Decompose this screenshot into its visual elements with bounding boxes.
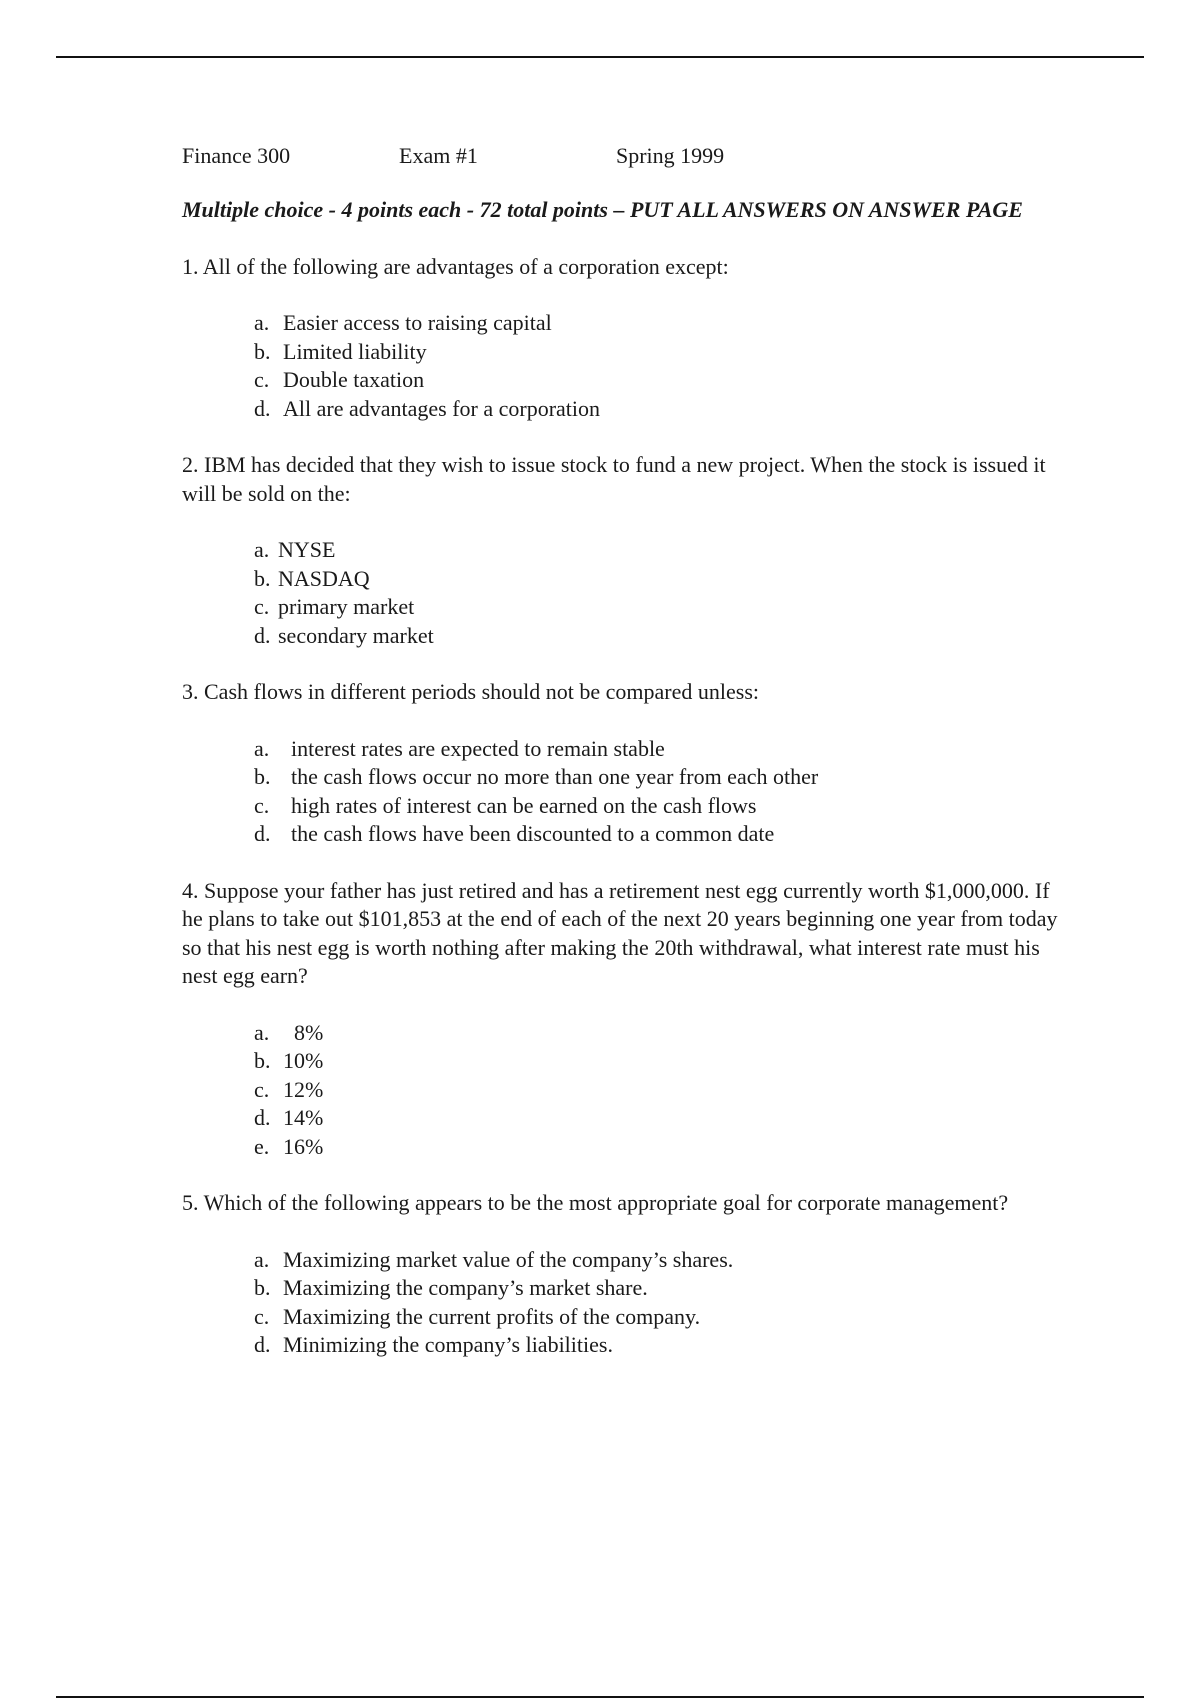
option-a bbox=[254, 1019, 1062, 1048]
option-d bbox=[254, 820, 1062, 849]
option-d bbox=[254, 1104, 1062, 1133]
option-d bbox=[254, 1331, 1062, 1360]
option-letter: a. bbox=[254, 735, 270, 761]
option-c bbox=[254, 792, 1062, 821]
option-text: the cash flows occur no more than one year from each other bbox=[291, 764, 819, 789]
option-b bbox=[254, 338, 1062, 367]
option-b bbox=[254, 565, 1062, 594]
option-a bbox=[254, 735, 1062, 764]
exam-number: Exam #1 bbox=[399, 143, 478, 168]
option-d bbox=[254, 622, 1062, 651]
question-text: 1. All of the following are advantages of a corporation except: bbox=[182, 253, 729, 279]
question-text: 2. IBM has decided that they wish to issue stock to fund a new project. When the stock is issued it will be sold on the: bbox=[182, 452, 1046, 506]
option-a bbox=[254, 536, 1062, 565]
option-letter: d. bbox=[254, 1332, 271, 1357]
option-letter: a. bbox=[254, 1019, 270, 1045]
option-text: 12% bbox=[283, 1076, 324, 1102]
option-letter: b. bbox=[254, 1048, 271, 1073]
option-letter: b. bbox=[254, 565, 271, 591]
option-letter: b. bbox=[254, 764, 271, 789]
option-text: Maximizing the current profits of the company. bbox=[283, 1303, 701, 1329]
option-letter: a. bbox=[254, 537, 270, 562]
course-name: Finance 300 bbox=[182, 143, 291, 168]
exam-page bbox=[182, 142, 1062, 1360]
options-list bbox=[182, 1019, 1062, 1162]
option-c bbox=[254, 366, 1062, 395]
option-text: 16% bbox=[283, 1133, 324, 1159]
option-text: high rates of interest can be earned on the cash flows bbox=[291, 792, 757, 818]
option-b bbox=[254, 1274, 1062, 1303]
exam-header bbox=[182, 142, 1062, 172]
option-letter: d. bbox=[254, 395, 271, 421]
option-letter: d. bbox=[254, 622, 271, 648]
question-2 bbox=[182, 451, 1062, 650]
question-1 bbox=[182, 253, 1062, 424]
option-letter: c. bbox=[254, 792, 270, 818]
option-text: secondary market bbox=[278, 622, 434, 648]
option-letter: e. bbox=[254, 1133, 270, 1159]
option-letter: c. bbox=[254, 367, 270, 392]
option-text: 8% bbox=[283, 1019, 324, 1045]
option-text: 14% bbox=[283, 1105, 324, 1130]
option-letter: c. bbox=[254, 1303, 270, 1329]
option-text: Maximizing market value of the company’s shares. bbox=[283, 1246, 734, 1272]
option-a bbox=[254, 1246, 1062, 1275]
option-letter: d. bbox=[254, 1105, 271, 1130]
option-c bbox=[254, 1303, 1062, 1332]
option-letter: b. bbox=[254, 1275, 271, 1300]
options-list bbox=[182, 309, 1062, 423]
exam-term: Spring 1999 bbox=[616, 143, 725, 168]
option-letter: a. bbox=[254, 310, 270, 335]
option-text: Limited liability bbox=[283, 338, 427, 364]
option-text: Minimizing the company’s liabilities. bbox=[283, 1332, 613, 1357]
options-list bbox=[182, 1246, 1062, 1360]
option-text: primary market bbox=[278, 594, 415, 619]
option-d bbox=[254, 395, 1062, 424]
question-3 bbox=[182, 678, 1062, 849]
option-text: NASDAQ bbox=[278, 565, 370, 591]
option-letter: b. bbox=[254, 338, 271, 364]
option-text: All are advantages for a corporation bbox=[283, 395, 601, 421]
question-text: 4. Suppose your father has just retired and has a retirement nest egg currently worth $1,000,000. If he plans to take out $101,853 at the end of each of the next 20 years beginning one year from today so that his nest egg is worth nothing after making the 20th withdrawal, what interest rate must his nest egg earn? bbox=[182, 877, 1058, 988]
option-text: Maximizing the company’s market share. bbox=[283, 1275, 648, 1300]
options-list bbox=[182, 735, 1062, 849]
option-letter: d. bbox=[254, 821, 271, 846]
option-c bbox=[254, 593, 1062, 622]
question-4 bbox=[182, 877, 1062, 1162]
question-text: 3. Cash flows in different periods should not be compared unless: bbox=[182, 679, 759, 704]
option-text: the cash flows have been discounted to a common date bbox=[291, 821, 775, 846]
top-rule bbox=[56, 56, 1144, 58]
option-c bbox=[254, 1076, 1062, 1105]
option-b bbox=[254, 763, 1062, 792]
bottom-rule bbox=[56, 1696, 1144, 1698]
option-text: Double taxation bbox=[283, 367, 425, 392]
instructions: Multiple choice - 4 points each - 72 total points – PUT ALL ANSWERS ON ANSWER PAGE bbox=[182, 197, 1023, 222]
option-letter: a. bbox=[254, 1246, 270, 1272]
option-text: 10% bbox=[283, 1048, 324, 1073]
question-5 bbox=[182, 1189, 1062, 1360]
option-letter: c. bbox=[254, 1076, 270, 1102]
option-e bbox=[254, 1133, 1062, 1162]
options-list bbox=[182, 536, 1062, 650]
option-letter: c. bbox=[254, 594, 270, 619]
option-b bbox=[254, 1047, 1062, 1076]
option-a bbox=[254, 309, 1062, 338]
option-text: NYSE bbox=[278, 537, 336, 562]
option-text: interest rates are expected to remain stable bbox=[291, 735, 665, 761]
question-text: 5. Which of the following appears to be the most appropriate goal for corporate management? bbox=[182, 1190, 1009, 1215]
option-text: Easier access to raising capital bbox=[283, 310, 552, 335]
